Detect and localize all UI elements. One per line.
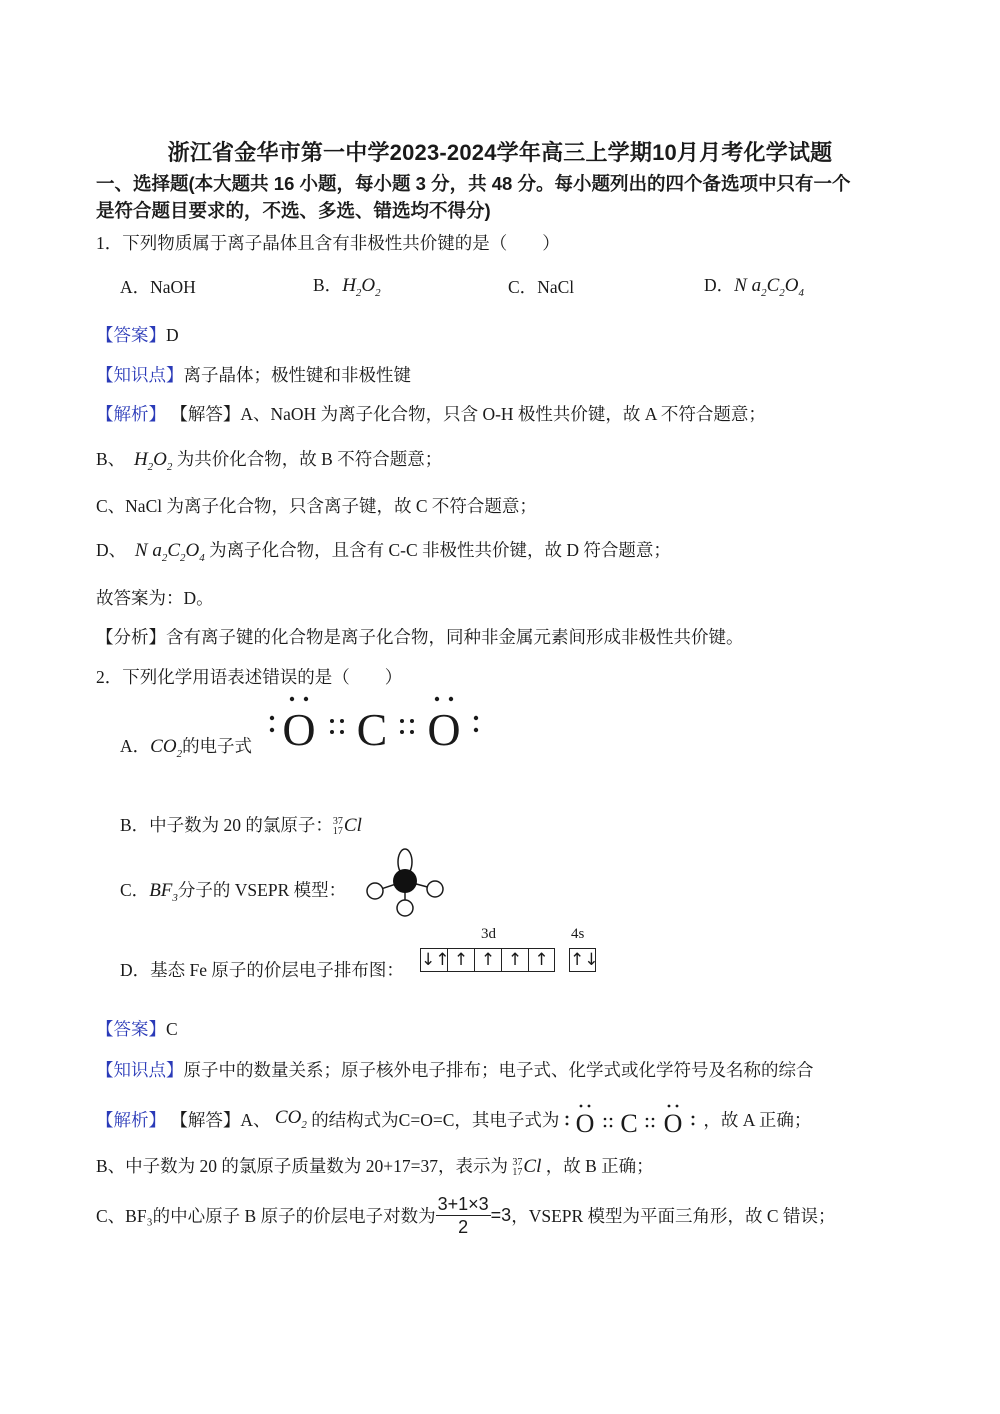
- q1-option-b[interactable]: B．$H_2O_2$: [313, 275, 381, 299]
- orbital-4s-label: 4s: [571, 926, 585, 942]
- svg-text:O: O: [282, 704, 316, 755]
- q2-analysis-b: B、中子数为 20 的氯原子质量数为 20+17=37，表示为 37 17 Cl ，故 B 正确；: [96, 1156, 654, 1178]
- q2-knowledge: 【知识点】原子中的数量关系；原子核外电子排布；电子式、化学式或化学符号及名称的综合: [96, 1060, 814, 1080]
- svg-text:O: O: [576, 1109, 595, 1136]
- q2-option-a[interactable]: A．$CO_2$的电子式: [120, 736, 253, 760]
- q2-analysis-c: C、BF₃的中心原子 B 原子的价层电子对数为 $\frac{3+1\times 3}{2}$ =3 ，VSEPR 模型为平面三角形，故 C 错误；: [96, 1194, 836, 1237]
- q2-option-c[interactable]: C．$BF_3$分子的 VSEPR 模型：: [120, 880, 347, 904]
- orbital-box: ↑: [474, 948, 501, 972]
- q1-option-c[interactable]: C．NaCl: [508, 277, 575, 297]
- q2-option-b[interactable]: B．中子数为 20 的氯原子： 37 17 Cl: [120, 815, 362, 837]
- section-heading-line2: 是符合题目要求的，不选、多选、错选均不得分): [96, 200, 491, 221]
- svg-text:O: O: [664, 1109, 683, 1136]
- svg-text:O: O: [427, 704, 461, 755]
- orbital-4s-boxes: [569, 948, 599, 972]
- orbital-box: ↑: [528, 948, 555, 972]
- bf3-vsepr-model: [362, 848, 448, 918]
- orbital-3d-label: 3d: [481, 926, 496, 942]
- svg-text:C: C: [356, 704, 388, 755]
- svg-text:C: C: [620, 1109, 639, 1136]
- q2-answer: 【答案】C: [96, 1019, 178, 1039]
- orbital-box: ↓↑: [421, 950, 450, 970]
- q2-analysis-a: 【解析】 【解答】 A、 $CO_2$ 的结构式为C=O=C，其电子式为 O C O ，故 A 正确；: [96, 1102, 811, 1136]
- q1-answer: 【答案】D: [96, 325, 179, 345]
- co2-lewis-structure: [262, 690, 487, 760]
- orbital-3d-boxes: [420, 948, 555, 972]
- q1-fenxi: 【分析】含有离子键的化合物是离子化合物，同种非金属元素间形成非极性共价键。: [96, 627, 744, 647]
- q1-option-a[interactable]: A．NaOH: [120, 277, 196, 297]
- q1-conclusion: 故答案为：D。: [96, 588, 214, 608]
- co2-lewis-inline: [561, 1102, 701, 1136]
- q1-analysis-c: C、NaCl 为离子化合物，只含离子键，故 C 不符合题意；: [96, 496, 537, 516]
- section-heading-line1: 一、选择题(本大题共 16 小题，每小题 3 分，共 48 分。每小题列出的四个备选项中只有一个: [96, 173, 851, 194]
- orbital-box: ↑↓: [570, 950, 599, 970]
- q1-analysis-b: B、 $H_2O_2$ 为共价化合物，故 B 不符合题意；: [96, 449, 443, 473]
- page-title: 浙江省金华市第一中学2023-2024学年高三上学期10月月考化学试题: [167, 140, 833, 165]
- q2-stem: 2．下列化学用语表述错误的是（ ）: [96, 667, 403, 687]
- q1-knowledge: 【知识点】离子晶体；极性键和非极性键: [96, 365, 411, 385]
- orbital-box: ↑: [501, 948, 528, 972]
- fraction: $\frac{3+1\times 3}{2}$: [437, 1194, 489, 1237]
- q1-option-d[interactable]: D．N $a_2C_2O_4$: [704, 275, 804, 299]
- q1-analysis-a: 【解析】 【解答】A、NaOH 为离子化合物，只含 O-H 极性共价键，故 A 不符合题意；: [96, 404, 766, 424]
- q1-analysis-d: D、 N $a_2C_2O_4$ 为离子化合物，且含有 C-C 非极性共价键，故 D 符合题意；: [96, 540, 671, 564]
- orbital-box: ↑: [447, 948, 474, 972]
- q2-option-d[interactable]: D．基态 Fe 原子的价层电子排布图：: [120, 960, 404, 980]
- q1-stem: 1．下列物质属于离子晶体且含有非极性共价键的是（ ）: [96, 233, 560, 253]
